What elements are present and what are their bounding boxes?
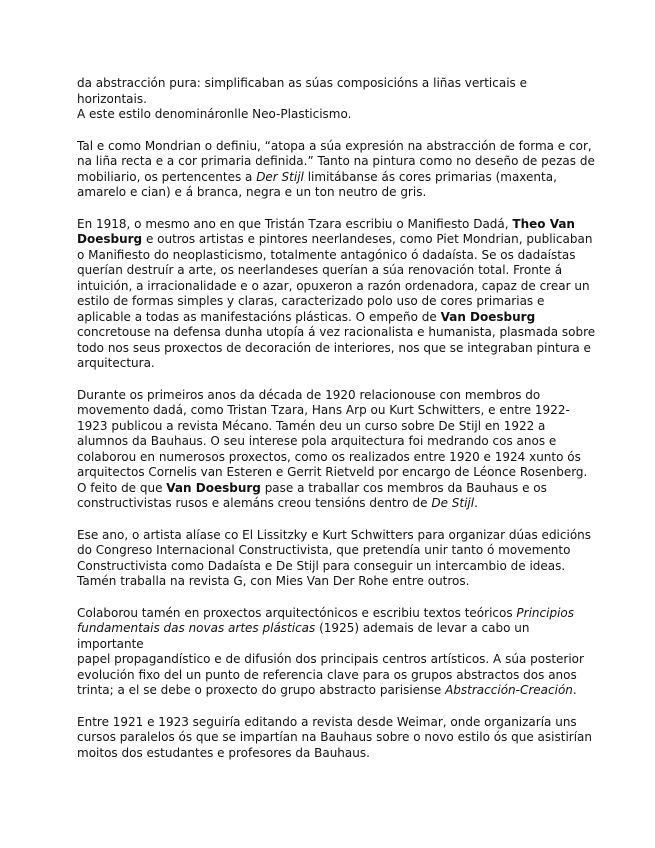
- paragraph: [77, 528, 597, 590]
- text-run: .: [474, 496, 478, 510]
- paragraph: [77, 715, 597, 762]
- text-run: limitábanse ás cores primarias (maxenta, amarelo e cian) e á branca, negra e un ton neutro de gris.: [77, 169, 557, 199]
- text-run: Der Stijl: [256, 169, 304, 184]
- document-body: [77, 76, 597, 777]
- text-run: pase a traballar cos membros da Bauhaus e os constructivistas rusos e alemáns creou tensións dentro de: [77, 480, 547, 510]
- text-run: Colaborou tamén en proxectos arquitectónicos e escribiu textos teóricos: [77, 605, 517, 620]
- text-run: Ese ano, o artista alíase co El Lissitzky e Kurt Schwitters para organizar dúas edicións do Congreso Internacional Constructivista, que pretendía unir tanto ó movemento Constructivista como Dadaísta e De Stijl para conseguir un intercambio de ideas. Tamén traballa na revista G, con Mies Van Der Rohe entre outros.: [77, 527, 592, 588]
- text-run: Van Doesburg: [440, 309, 536, 324]
- paragraph: [77, 76, 597, 123]
- text-run: Durante os primeiros anos da década de 1920 relacionouse con membros do movemento dadá, como Tristan Tzara, Hans Arp ou Kurt Schwitters, e entre 1922- 1923 publicou a revista Mécano. Tamén deu un curso sobre De Stijl en 1922 a alumnos da Bauhaus. O seu interese pola arquitectura foi medrando cos anos e colaborou en numerosos proxectos, como os realizados entre 1920 e 1924 xunto ós arquitectos Cornelis van Esteren e Gerrit Rietveld por encargo de Léonce Rosenberg. O feito de que: [77, 387, 588, 495]
- paragraph: [77, 388, 597, 512]
- text-run: concretouse na defensa dunha utopía á vez racionalista e humanista, plasmada sobre todo nos seus proxectos de decoración de interiores, nos que se integraban pintura e arquitectura.: [77, 325, 596, 370]
- text-run: (1925) ademais de levar a cabo un importante papel propagandístico e de difusión dos principais centros artísticos. A súa posterior evolución fixo del un punto de referencia clave para os grupos abstractos dos anos trinta; a el se debe o proxecto do grupo abstracto parisiense: [77, 621, 584, 697]
- text-run: Principios fundamentais das novas artes plásticas: [77, 605, 575, 635]
- text-run: Entre 1921 e 1923 seguiría editando a revista desde Weimar, onde organizaría uns cursos paralelos ós que se impartían na Bauhaus sobre o novo estilo ós que asistirían moitos dos estudantes e profesores da Bauhaus.: [77, 714, 593, 760]
- paragraph: [77, 606, 597, 699]
- text-run: Tal e como Mondrian o definiu, “atopa a súa expresión na abstracción de forma e cor, na liña recta e a cor primaria definida.” Tanto na pintura como no deseño de pezas de mobiliario, os pertencentes a: [77, 138, 595, 184]
- text-run: Abstracción-Creación: [445, 683, 573, 697]
- paragraph: [77, 139, 597, 201]
- text-run: .: [572, 683, 577, 697]
- text-run: Theo Van Doesburg: [77, 216, 575, 246]
- text-run: Van Doesburg: [166, 480, 261, 495]
- text-run: En 1918, o mesmo ano en que Tristán Tzara escribiu o Manifiesto Dadá,: [77, 216, 513, 231]
- paragraph: [77, 217, 597, 372]
- text-run: e outros artistas e pintores neerlandeses, como Piet Mondrian, publicaban o Manifiesto do neoplasticismo, totalmente antagónico ó dadaísta. Se os dadaístas querían destruír a arte, os neerlandeses querían a súa renovación total. Fronte á intuición, a irracionalidade e o azar, opuxeron a razón ordenadora, capaz de crear un estilo de formas simples y claras, caracterizado polo uso de cores primarias e aplicable a todas as manifestacións plásticas. O empeño de: [77, 232, 593, 324]
- text-run: De Stijl: [431, 496, 475, 510]
- text-run: da abstracción pura: simplificaban as súas composicións a liñas verticais e horizontais. A este estilo denomináronlle Neo-Plasticismo.: [77, 76, 527, 121]
